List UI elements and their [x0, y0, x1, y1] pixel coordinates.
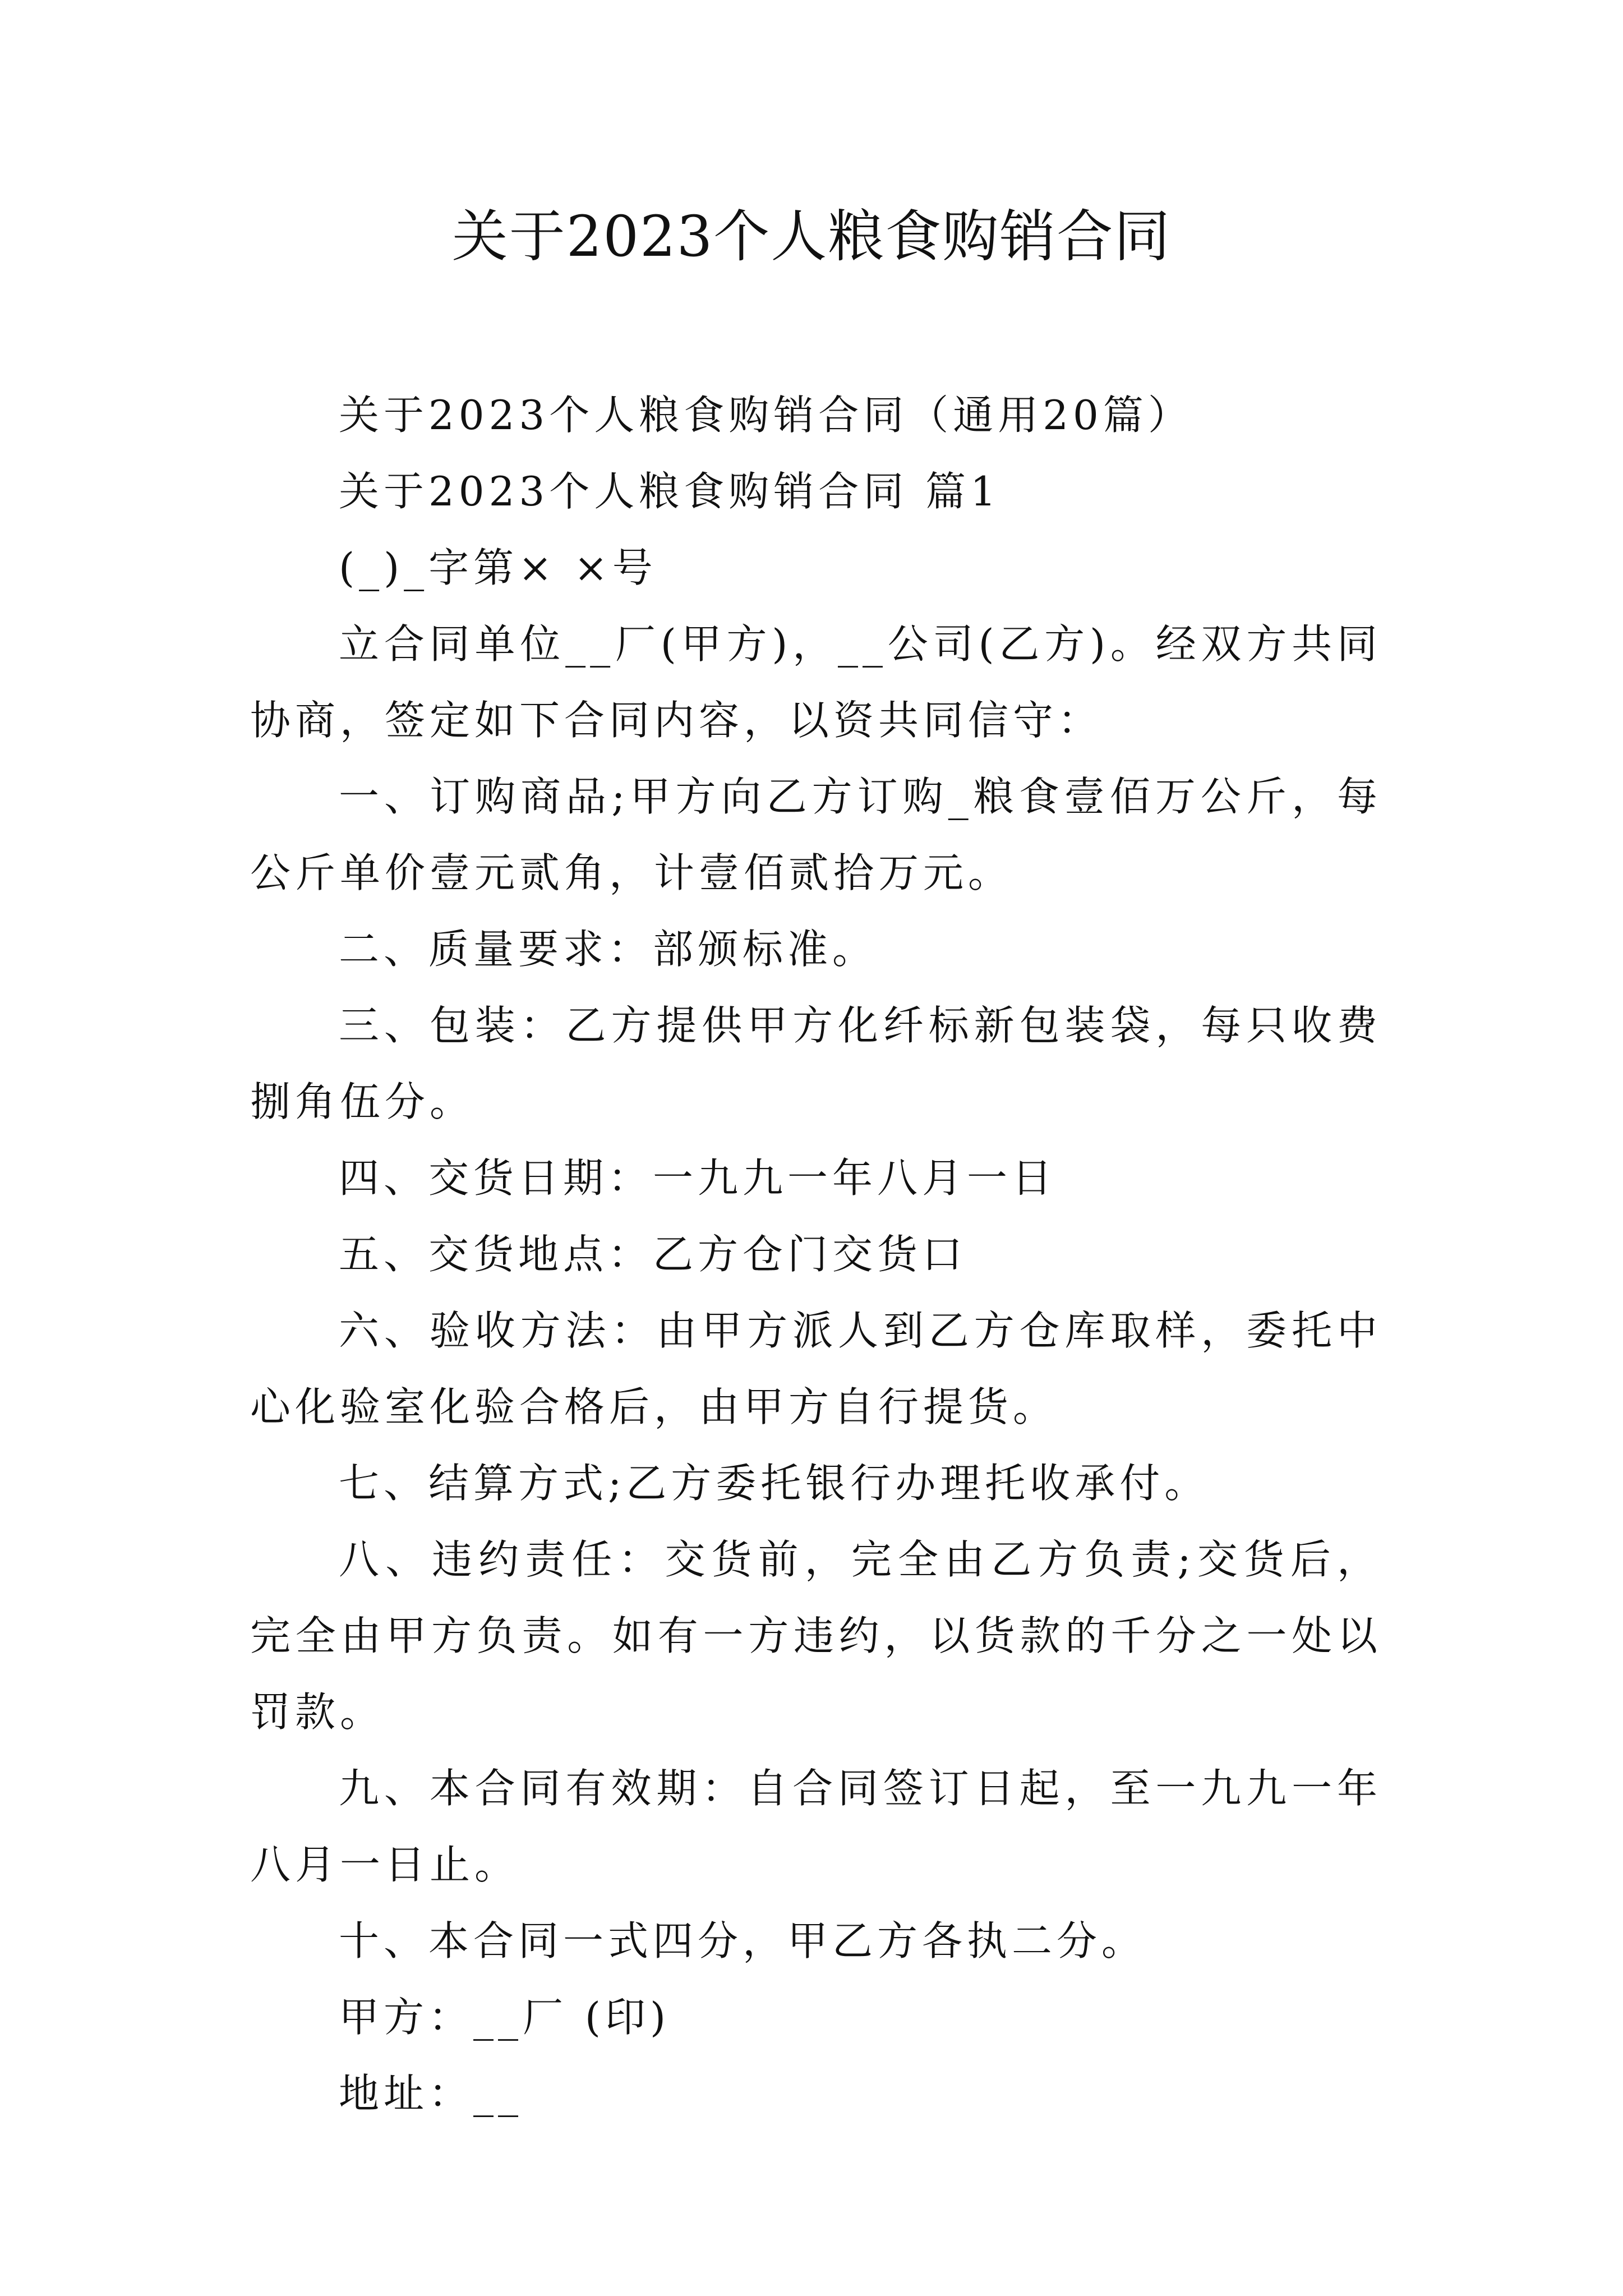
- clause-10-copies: 十、本合同一式四分，甲乙方各执二分。: [339, 1917, 1147, 1964]
- contract-parties-paragraph: 立合同单位__厂(甲方)，__公司(乙方)。经双方共同协商，签定如下合同内容，以资共同信守：: [250, 620, 1382, 744]
- clause-5-delivery-location: 五、交货地点：乙方仓门交货口: [339, 1231, 967, 1278]
- document-body: [250, 377, 1382, 2132]
- clause-4-delivery-date: 四、交货日期：一九九一年八月一日: [339, 1154, 1057, 1202]
- clause-8-liability: 八、违约责任：交货前，完全由乙方负责;交货后，完全由甲方负责。如有一方违约，以货款的千分之一处以罚款。: [250, 1536, 1382, 1736]
- clause-3-packaging: 三、包装：乙方提供甲方化纤标新包装袋，每只收费捌角伍分。: [250, 1002, 1382, 1125]
- clause-7-settlement: 七、结算方式;乙方委托银行办理托收承付。: [339, 1460, 1210, 1507]
- clause-6-inspection: 六、验收方法：由甲方派人到乙方仓库取样，委托中心化验室化验合格后，由甲方自行提货。: [250, 1307, 1382, 1430]
- clause-1-goods: 一、订购商品;甲方向乙方订购_粮食壹佰万公斤，每公斤单价壹元贰角，计壹佰贰拾万元。: [250, 773, 1382, 896]
- party-a-address-line: 地址：__: [339, 2070, 523, 2117]
- clause-2-quality: 二、质量要求：部颁标准。: [339, 926, 878, 973]
- clause-9-validity: 九、本合同有效期：自合同签订日起，至一九九一年八月一日止。: [250, 1765, 1382, 1888]
- subtitle-paragraph: 关于2023个人粮食购销合同（通用20篇）: [339, 392, 1193, 439]
- document-title: 关于2023个人粮食购销合同: [451, 204, 1172, 269]
- section-heading: 关于2023个人粮食购销合同 篇1: [339, 468, 1000, 515]
- document-number: (_)_字第× ×号: [339, 544, 657, 591]
- party-a-signature-line: 甲方：__厂 (印): [339, 1994, 671, 2041]
